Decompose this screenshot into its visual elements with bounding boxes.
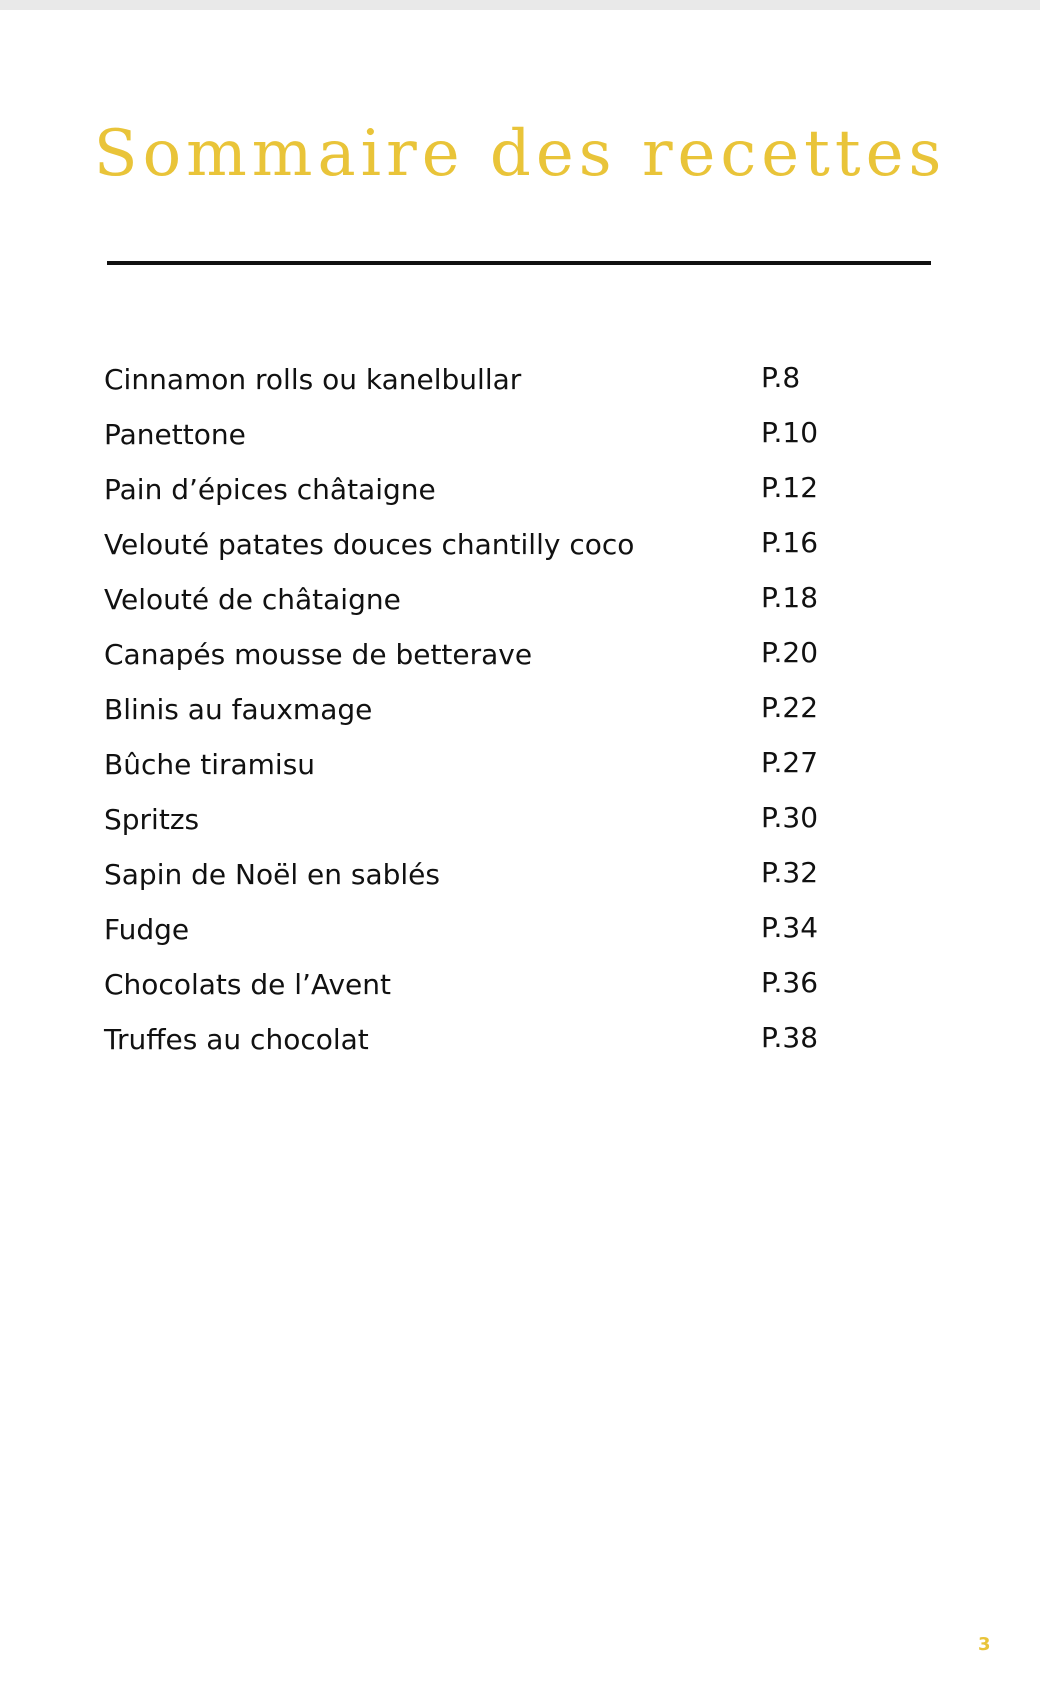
recipe-name: Truffes au chocolat	[104, 1023, 369, 1056]
recipe-name: Panettone	[104, 418, 246, 451]
top-bar	[0, 0, 1040, 10]
recipe-page: P.30	[761, 801, 819, 834]
recipe-page: P.18	[761, 581, 819, 614]
recipe-page: P.8	[761, 361, 801, 394]
recipe-page: P.32	[761, 856, 819, 889]
recipe-name: Pain d’épices châtaigne	[104, 473, 436, 506]
toc-entry[interactable]	[104, 633, 864, 688]
toc-entry[interactable]	[104, 853, 864, 908]
recipe-page: P.22	[761, 691, 819, 724]
recipe-page: P.12	[761, 471, 819, 504]
toc-entry[interactable]	[104, 358, 864, 413]
toc-entry[interactable]	[104, 468, 864, 523]
page-number: 3	[978, 1634, 991, 1655]
recipe-name: Cinnamon rolls ou kanelbullar	[104, 363, 522, 396]
recipe-name: Spritzs	[104, 803, 200, 836]
page-title: Sommaire des recettes	[93, 117, 947, 191]
recipe-name: Bûche tiramisu	[104, 748, 316, 781]
toc-entry[interactable]	[104, 688, 864, 743]
toc-entry[interactable]	[104, 413, 864, 468]
recipe-page: P.16	[761, 526, 819, 559]
title-divider	[107, 261, 931, 265]
toc-entry[interactable]	[104, 963, 864, 1018]
toc-entry[interactable]	[104, 523, 864, 578]
recipe-page: P.38	[761, 1021, 819, 1054]
recipe-page: P.34	[761, 911, 819, 944]
recipe-page: P.36	[761, 966, 819, 999]
recipe-name: Canapés mousse de betterave	[104, 638, 533, 671]
toc-entry[interactable]	[104, 743, 864, 798]
toc-entry[interactable]	[104, 1018, 864, 1073]
recipe-page: P.20	[761, 636, 819, 669]
toc-entry[interactable]	[104, 908, 864, 963]
table-of-contents	[104, 358, 864, 1073]
recipe-page: P.10	[761, 416, 819, 449]
recipe-name: Sapin de Noël en sablés	[104, 858, 440, 891]
toc-entry[interactable]	[104, 578, 864, 633]
recipe-name: Velouté patates douces chantilly coco	[104, 528, 635, 561]
recipe-name: Chocolats de l’Avent	[104, 968, 391, 1001]
recipe-name: Velouté de châtaigne	[104, 583, 401, 616]
recipe-name: Fudge	[104, 913, 190, 946]
recipe-name: Blinis au fauxmage	[104, 693, 373, 726]
toc-entry[interactable]	[104, 798, 864, 853]
recipe-page: P.27	[761, 746, 819, 779]
